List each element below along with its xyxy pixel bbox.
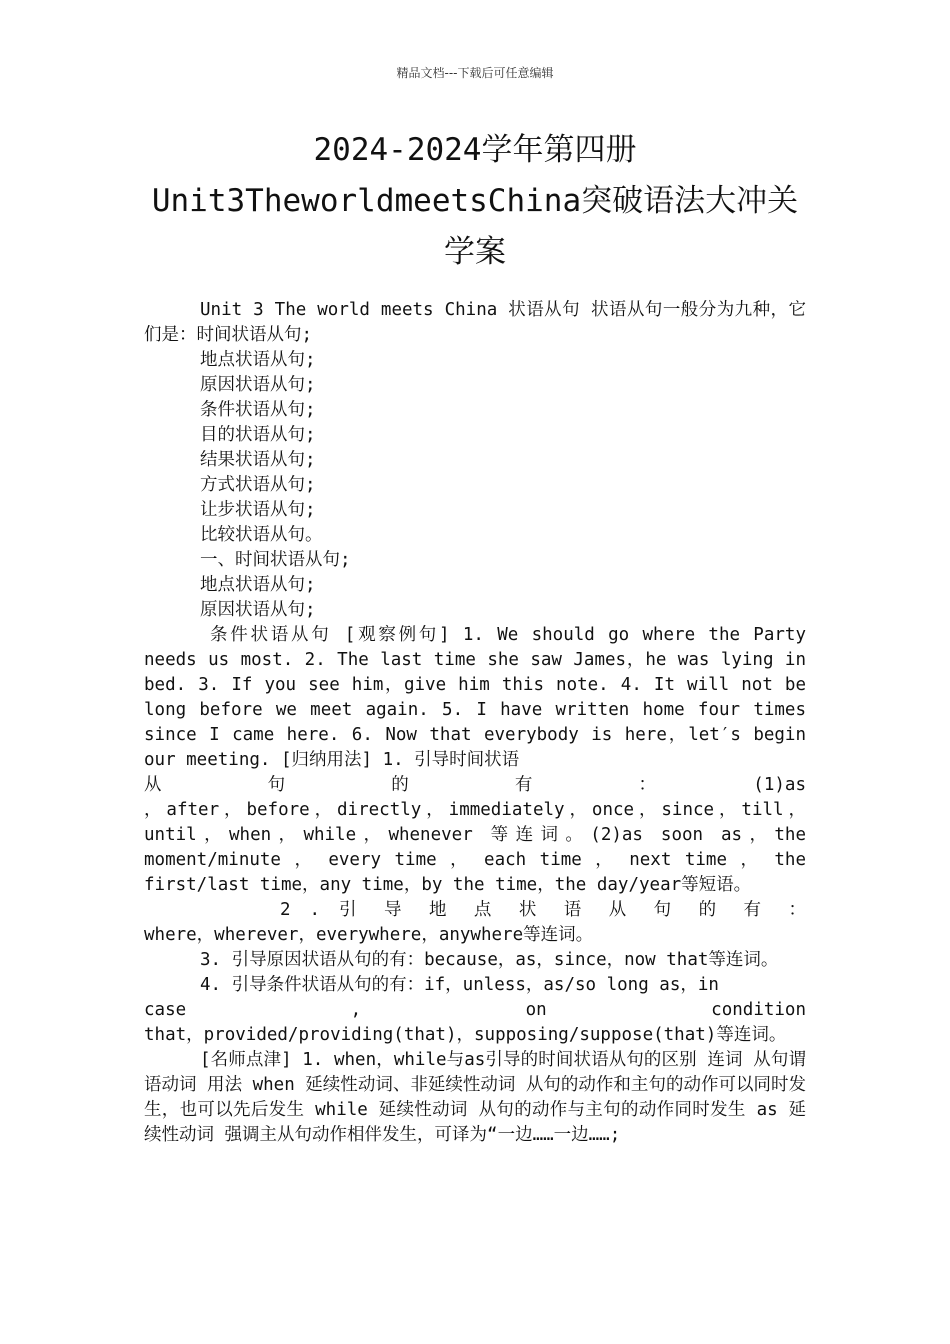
list-item: 条件状语从句;	[200, 400, 316, 420]
list-item: 结果状语从句;	[200, 450, 316, 470]
point-3-paragraph: 3. 引导原因状语从句的有：because，as，since，now that等连词。	[200, 950, 779, 970]
list-item: 地点状语从句;	[200, 575, 316, 595]
point-2-continuation: where，wherever，everywhere，anywhere等连词。	[144, 925, 594, 945]
list-item: 一、时间状语从句;	[200, 550, 351, 570]
conditional-clause-spread-line: 从 句 的 有 ： (1)as	[144, 775, 806, 795]
page-header-note: 精品文档---下载后可任意编辑	[396, 66, 554, 80]
list-item: 方式状语从句;	[200, 475, 316, 495]
conditional-clause-paragraph: 条件状语从句 [观察例句] 1. We should go where the Party needs us most. 2. The last time she saw James，he was lying in bed. 3. If you see him，give him this note. 4. It will not be long before we meet again. 5. I have written home four times since I came here. 6. Now that everybody is here，let′s begin our meeting. [归纳用法] 1. 引导时间状语	[144, 625, 806, 770]
list-item: 目的状语从句;	[200, 425, 316, 445]
conditional-clause-continuation: ，after，before，directly，immediately，once，since，till，until，when，while，whenever 等连词。(2)as soon as，the moment/minute ， every time ， each time ， next time ， the first/last time，any time，by the time，the day/year等短语。	[144, 800, 806, 895]
title-line-1: 2024-2024学年第四册	[313, 132, 637, 168]
point-4-spread-line: case , on condition	[144, 1000, 806, 1020]
document-body	[144, 298, 806, 1148]
list-item: 原因状语从句;	[200, 375, 316, 395]
list-item: 让步状语从句;	[200, 500, 316, 520]
intro-paragraph: Unit 3 The world meets China 状语从句 状语从句一般分为九种，它们是：时间状语从句;	[144, 300, 806, 345]
point-2-heading: 2 . 引 导 地 点 状 语 从 句 的 有 ：	[280, 900, 806, 920]
title-line-2: Unit3TheworldmeetsChina突破语法大冲关	[151, 183, 799, 219]
list-item: 比较状语从句。	[200, 525, 323, 545]
document-title	[130, 125, 820, 278]
title-line-3: 学案	[444, 234, 506, 270]
point-4-paragraph: 4. 引导条件状语从句的有：if，unless，as/so long as，in	[200, 975, 719, 995]
list-item: 原因状语从句;	[200, 600, 316, 620]
point-4-continuation: that，provided/providing(that)，supposing/suppose(that)等连词。	[144, 1025, 787, 1045]
list-item: 地点状语从句;	[200, 350, 316, 370]
tips-paragraph: [名师点津] 1. when，while与as引导的时间状语从句的区别 连词 从句谓语动词 用法 when 延续性动词、非延续性动词 从句的动作和主句的动作可以同时发生，也可以先后发生 while 延续性动词 从句的动作与主句的动作同时发生 as 延续性动词 强调主从句动作相伴发生，可译为“一边……一边……;	[144, 1050, 806, 1145]
